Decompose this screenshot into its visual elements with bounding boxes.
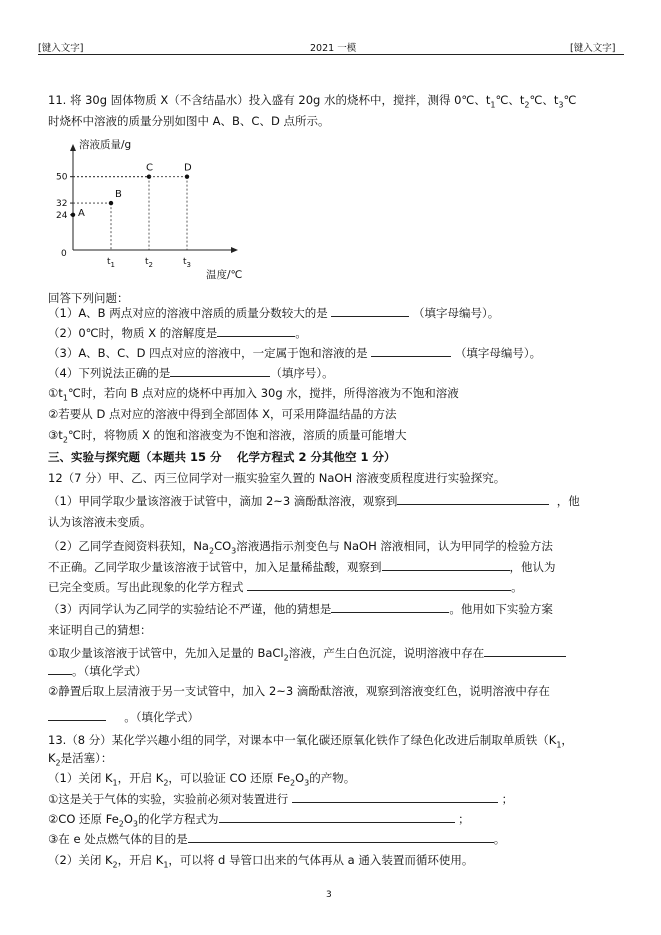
header-left: [键入文字]: [38, 43, 84, 54]
q13-l6: ③在 e 处点燃气体的目的是 。: [48, 832, 506, 846]
q12-l4: （2）乙同学查阅资料获知，$Na_2CO_3$溶液遇指示剂变色与 NaOH 溶液相同，认为甲同学的检验方法: [48, 539, 553, 556]
page-number: 3: [326, 890, 332, 900]
y-axis-arrow: [70, 144, 76, 151]
q13-blank3[interactable]: [188, 830, 494, 843]
x-tick-label: $t_2$: [145, 257, 153, 269]
q11-s4: （4）下列说法正确的是 （填序号）。: [48, 366, 334, 380]
q12-l11: ②静置后取上层清液于另一支试管中，加入 2~3 滴酚酞溶液，观察到溶液变红色，说明溶液中存在: [48, 684, 550, 698]
q12-blank2[interactable]: [382, 558, 510, 571]
x-axis-arrow: [231, 247, 238, 253]
q12-l7: （3）丙同学认为乙同学的实验结论不严谨，他的猜想是 。他用如下实验方案: [48, 602, 553, 616]
q11-option3: $③t_2℃$时，将物质 X 的饱和溶液变为不饱和溶液，溶质的质量可能增大: [48, 428, 407, 445]
q11-option2: ②若要从 D 点对应的溶液中得到全部固体 X，可采用降温结晶的方法: [48, 407, 397, 421]
q12-blank4[interactable]: [331, 600, 449, 613]
solution-mass-chart: [48, 138, 258, 280]
point-label-c: C: [146, 162, 153, 174]
q12-blank1[interactable]: [397, 492, 549, 505]
q11-s2-blank[interactable]: [217, 324, 295, 337]
q12-l1: 12（7 分）甲、乙、丙三位同学对一瓶实验室久置的 NaOH 溶液变质程度进行实验探究。: [48, 471, 506, 485]
header-right: [键入文字]: [570, 43, 616, 54]
q11-s3-blank[interactable]: [371, 344, 451, 357]
q13-l4: ①这是关于气体的实验，实验前必须对装置进行 ；: [48, 792, 514, 806]
data-point-a: [71, 213, 75, 217]
origin-label: 0: [61, 249, 67, 259]
q11-s1: （1）A、B 两点对应的溶液中溶质的质量分数较大的是 （填字母编号）。: [48, 306, 500, 320]
q11-s4-blank[interactable]: [170, 364, 270, 377]
q11-s2: （2）0℃时，物质 X 的溶解度是 。: [48, 326, 307, 340]
q13-blank2[interactable]: [219, 810, 455, 823]
data-point-b: [109, 201, 113, 205]
y-axis-label: 溶液质量/g: [79, 139, 132, 151]
header-center: 2021 一模: [310, 43, 357, 54]
q12-l6: 已完全变质。写出此现象的化学方程式 。: [48, 580, 523, 594]
q12-l8: 来证明自己的猜想：: [48, 623, 152, 637]
y-tick-label: 24: [56, 210, 68, 221]
point-label-a: A: [78, 207, 85, 219]
q13-l2: $K_2$是活塞）：: [48, 751, 113, 768]
q11-line2: 时烧杯中溶液的质量分别如图中 A、B、C、D 点所示。: [48, 114, 330, 128]
q12-l12: 。（填化学式）: [48, 708, 199, 725]
x-axis-label: 温度/℃: [206, 269, 243, 280]
y-tick-label: 50: [56, 172, 68, 183]
q13-l3: （1）关闭 $K_1$，开启 $K_2$，可以验证 CO 还原 $Fe_2O_3$的产物。: [48, 771, 356, 788]
q12-blank5[interactable]: [484, 644, 566, 657]
q12-l3: 认为该溶液未变质。: [48, 515, 152, 529]
q12-blank3[interactable]: [247, 578, 511, 591]
q12-l5: 不正确。乙同学取少量该溶液于试管中，加入足量稀盐酸，观察到 ，他认为: [48, 560, 556, 574]
point-label-d: D: [184, 162, 192, 174]
section3-title: 三、实验与探究题（本题共 15 分 化学方程式 2 分其他空 1 分）: [48, 450, 396, 464]
q11-line1: 11. 将 30g 固体物质 X（不含结晶水）投入盛有 20g 水的烧杯中，搅拌，测得 0℃、$t_1℃$、$t_2℃$、$t_3℃$: [48, 93, 577, 110]
q13-l7: （2）关闭 $K_2$，开启 $K_1$，可以将 d 导管口出来的气体再从 a 通入装置而循环使用。: [48, 853, 474, 870]
y-tick-label: 32: [56, 199, 68, 210]
q12-l9: ①取少量该溶液于试管中，先加入足量的 BaCl$_2$溶液，产生白色沉淀，说明溶液中存在: [48, 644, 566, 662]
x-tick-label: $t_3$: [183, 257, 191, 269]
q12-l2: （1）甲同学取少量该溶液于试管中，滴加 2~3 滴酚酞溶液，观察到 ，他: [48, 494, 580, 508]
x-tick-label: $t_1$: [107, 257, 115, 269]
q12-l10: 。（填化学式）: [48, 662, 147, 679]
data-point-d: [185, 174, 189, 178]
q11-s1-blank[interactable]: [331, 304, 409, 317]
q11-s3: （3）A、B、C、D 四点对应的溶液中，一定属于饱和溶液的是 （填字母编号）。: [48, 346, 542, 360]
header-divider: [38, 54, 624, 55]
q12-blank5-cont[interactable]: [48, 662, 72, 675]
q11-option1: $①t_1℃$时，若向 B 点对应的烧杯中再加入 30g 水，搅拌，所得溶液为不饱和溶液: [48, 386, 459, 403]
q13-blank1[interactable]: [292, 790, 498, 803]
answer-intro: 回答下列问题：: [48, 291, 129, 305]
point-label-b: B: [115, 189, 122, 201]
q13-l5: ②CO 还原 $Fe_2O_3$的化学方程式为 ；: [48, 812, 470, 829]
q12-blank6[interactable]: [48, 708, 106, 721]
q13-l1: 13.（8 分）某化学兴趣小组的同学，对课本中一氧化碳还原氧化铁作了绿色化改进后制取单质铁（$K_1$，: [48, 733, 573, 750]
